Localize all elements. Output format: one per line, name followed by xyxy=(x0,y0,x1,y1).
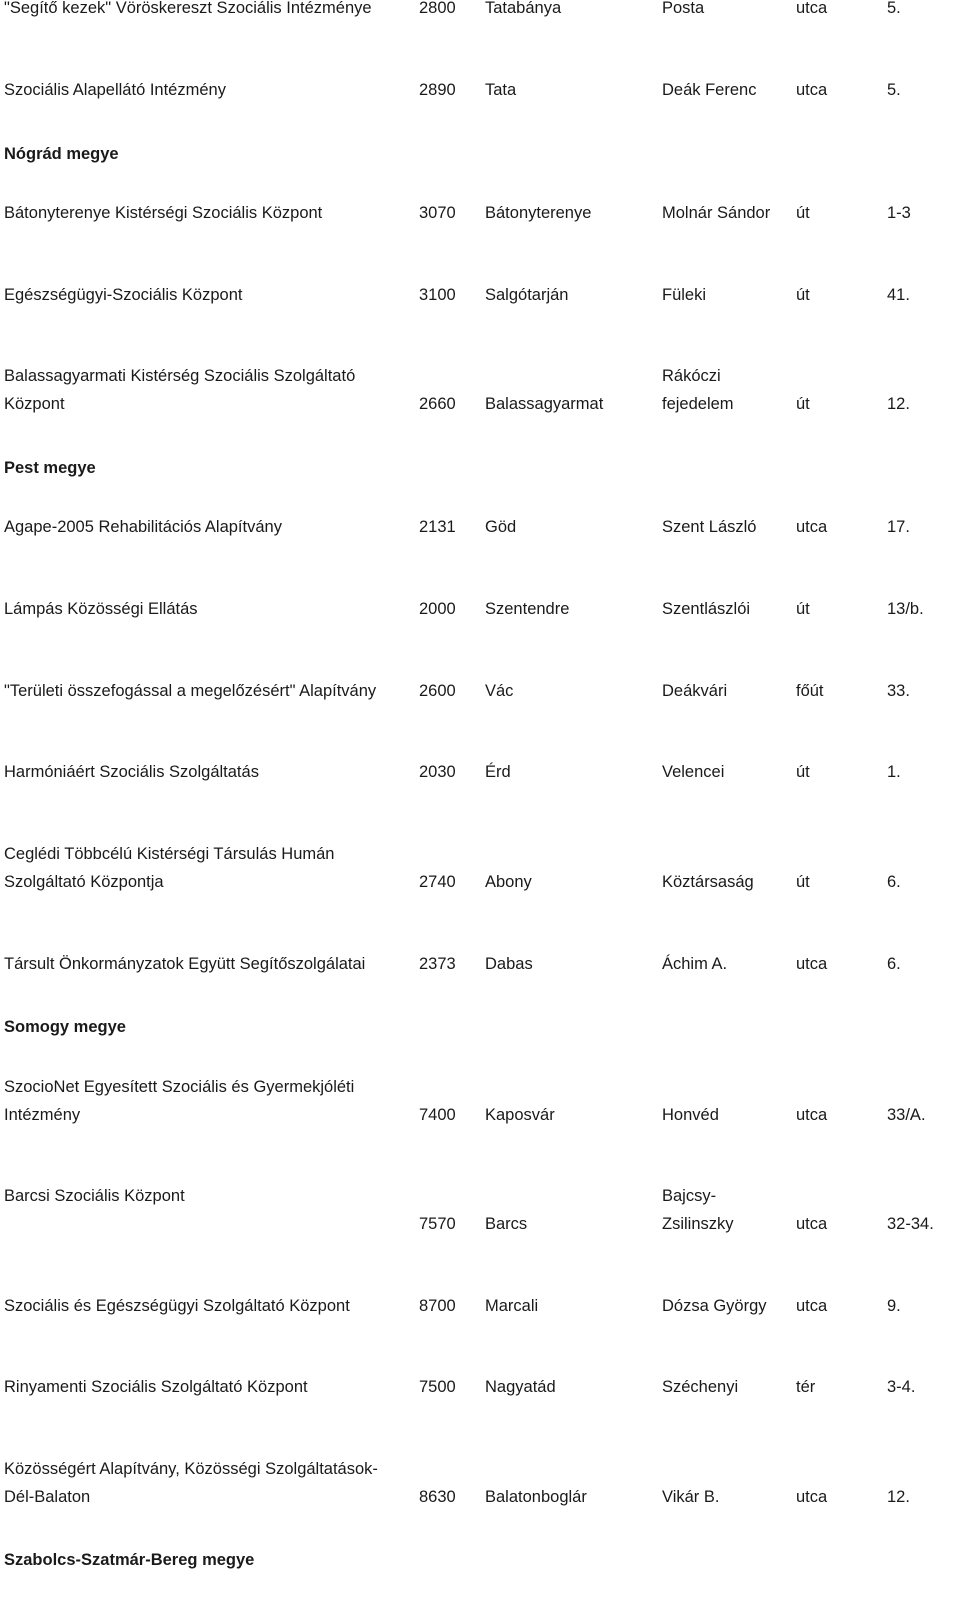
street-name-line: Szent László xyxy=(662,518,757,536)
institution-name xyxy=(4,76,414,104)
street-name-line: Deákvári xyxy=(662,682,728,700)
street-type: főút xyxy=(796,682,824,700)
city-name: Göd xyxy=(485,518,517,536)
postal-code: 2000 xyxy=(419,600,456,618)
institution-name-line: Szociális Alapellátó Intézmény xyxy=(4,81,226,99)
house-number: 1. xyxy=(887,763,901,781)
street-type: utca xyxy=(796,0,828,17)
county-heading: Szabolcs-Szatmár-Bereg megye xyxy=(4,1551,255,1569)
house-number: 5. xyxy=(887,81,901,99)
institution-name-line: "Segítő kezek" Vöröskereszt Szociális Intézménye xyxy=(4,0,372,17)
postal-code: 7500 xyxy=(419,1378,456,1396)
city-name: Dabas xyxy=(485,955,533,973)
institution-name xyxy=(4,1373,414,1401)
street-name xyxy=(662,1182,734,1238)
street-name xyxy=(662,0,704,22)
house-number: 6. xyxy=(887,873,901,891)
street-name-line: Honvéd xyxy=(662,1106,719,1124)
city-name: Barcs xyxy=(485,1215,528,1233)
city-name: Salgótarján xyxy=(485,286,569,304)
institution-name-line: Lámpás Közösségi Ellátás xyxy=(4,600,198,618)
street-name-line: Széchenyi xyxy=(662,1378,739,1396)
institution-name-line: SzocioNet Egyesített Szociális és Gyermekjóléti xyxy=(4,1078,355,1096)
street-name xyxy=(662,1483,719,1511)
institution-name-line: Egészségügyi-Szociális Központ xyxy=(4,286,243,304)
city-name: Tata xyxy=(485,81,517,99)
house-number: 5. xyxy=(887,0,901,17)
house-number: 32-34. xyxy=(887,1215,934,1233)
house-number: 1-3 xyxy=(887,204,911,222)
street-name-line: Bajcsy- xyxy=(662,1187,717,1205)
institution-name-line: Központ xyxy=(4,395,65,413)
street-type: út xyxy=(796,395,810,413)
house-number: 33/A. xyxy=(887,1106,926,1124)
street-name-line: Füleki xyxy=(662,286,707,304)
house-number: 9. xyxy=(887,1297,901,1315)
institution-name xyxy=(4,1182,414,1210)
institution-name xyxy=(4,677,414,705)
street-name-line: Dózsa György xyxy=(662,1297,767,1315)
street-type: út xyxy=(796,204,810,222)
institution-name-line: Társult Önkormányzatok Együtt Segítőszolgálatai xyxy=(4,955,366,973)
house-number: 12. xyxy=(887,1488,910,1506)
postal-code: 2740 xyxy=(419,873,456,891)
city-name: Marcali xyxy=(485,1297,539,1315)
house-number: 17. xyxy=(887,518,910,536)
institution-name xyxy=(4,758,414,786)
postal-code: 2800 xyxy=(419,0,456,17)
postal-code: 2660 xyxy=(419,395,456,413)
street-name xyxy=(662,76,756,104)
institution-name xyxy=(4,1292,414,1320)
institution-name xyxy=(4,281,414,309)
postal-code: 2373 xyxy=(419,955,456,973)
street-name xyxy=(662,362,734,418)
city-name: Szentendre xyxy=(485,600,570,618)
postal-code: 8630 xyxy=(419,1488,456,1506)
institution-name-line: Közösségért Alapítvány, Közösségi Szolgáltatások- xyxy=(4,1460,378,1478)
street-name-line: Zsilinszky xyxy=(662,1215,734,1233)
street-name xyxy=(662,1373,738,1401)
house-number: 6. xyxy=(887,955,901,973)
institution-name xyxy=(4,595,414,623)
street-type: út xyxy=(796,600,810,618)
institution-name xyxy=(4,0,414,22)
street-name-line: Rákóczi xyxy=(662,367,721,385)
institution-name xyxy=(4,1455,414,1511)
street-type: utca xyxy=(796,1488,828,1506)
county-heading: Somogy megye xyxy=(4,1018,126,1036)
street-type: tér xyxy=(796,1378,816,1396)
city-name: Kaposvár xyxy=(485,1106,555,1124)
institution-name xyxy=(4,840,414,896)
street-name xyxy=(662,1292,767,1320)
institution-name xyxy=(4,362,414,418)
postal-code: 3100 xyxy=(419,286,456,304)
street-type: utca xyxy=(796,81,828,99)
house-number: 13/b. xyxy=(887,600,924,618)
street-name xyxy=(662,595,750,623)
street-name xyxy=(662,758,724,786)
house-number: 33. xyxy=(887,682,910,700)
institution-name-line: Agape-2005 Rehabilitációs Alapítvány xyxy=(4,518,282,536)
city-name: Nagyatád xyxy=(485,1378,556,1396)
street-name xyxy=(662,868,754,896)
house-number: 41. xyxy=(887,286,910,304)
institution-name-line: Rinyamenti Szociális Szolgáltató Központ xyxy=(4,1378,308,1396)
street-type: út xyxy=(796,763,810,781)
street-name xyxy=(662,199,770,227)
institution-name-line: Dél-Balaton xyxy=(4,1488,91,1506)
institution-name-line: Szolgáltató Központja xyxy=(4,873,164,891)
street-name-line: Köztársaság xyxy=(662,873,754,891)
city-name: Vác xyxy=(485,682,514,700)
postal-code: 8700 xyxy=(419,1297,456,1315)
street-type: út xyxy=(796,286,810,304)
institution-name-line: "Területi összefogással a megelőzésért" Alapítvány xyxy=(4,682,377,700)
institution-name-line: Harmóniáért Szociális Szolgáltatás xyxy=(4,763,259,781)
city-name: Érd xyxy=(485,763,511,781)
street-name xyxy=(662,677,727,705)
street-name xyxy=(662,950,727,978)
street-name-line: Áchim A. xyxy=(662,955,728,973)
institution-name-line: Ceglédi Többcélú Kistérségi Társulás Humán xyxy=(4,845,335,863)
street-name-line: Vikár B. xyxy=(662,1488,720,1506)
street-name-line: Velencei xyxy=(662,763,725,781)
institution-name-line: Szociális és Egészségügyi Szolgáltató Központ xyxy=(4,1297,350,1315)
city-name: Tatabánya xyxy=(485,0,562,17)
street-type: utca xyxy=(796,955,828,973)
postal-code: 7570 xyxy=(419,1215,456,1233)
institution-name-line: Bátonyterenye Kistérségi Szociális Központ xyxy=(4,204,323,222)
house-number: 12. xyxy=(887,395,910,413)
institution-name xyxy=(4,950,414,978)
street-name-line: fejedelem xyxy=(662,395,734,413)
street-name-line: Szentlászlói xyxy=(662,600,751,618)
street-name-line: Molnár Sándor xyxy=(662,204,771,222)
institution-name-line: Barcsi Szociális Központ xyxy=(4,1187,185,1205)
street-type: utca xyxy=(796,1215,828,1233)
street-name xyxy=(662,281,706,309)
street-name xyxy=(662,1101,719,1129)
postal-code: 2131 xyxy=(419,518,456,536)
postal-code: 2600 xyxy=(419,682,456,700)
postal-code: 7400 xyxy=(419,1106,456,1124)
city-name: Balatonboglár xyxy=(485,1488,587,1506)
city-name: Bátonyterenye xyxy=(485,204,592,222)
street-type: utca xyxy=(796,518,828,536)
county-heading: Pest megye xyxy=(4,459,96,477)
city-name: Balassagyarmat xyxy=(485,395,604,413)
street-type: út xyxy=(796,873,810,891)
institution-name-line: Intézmény xyxy=(4,1106,81,1124)
institution-name xyxy=(4,199,414,227)
street-type: utca xyxy=(796,1297,828,1315)
house-number: 3-4. xyxy=(887,1378,916,1396)
county-heading: Nógrád megye xyxy=(4,145,119,163)
street-name-line: Deák Ferenc xyxy=(662,81,757,99)
institution-name xyxy=(4,1073,414,1129)
institution-name-line: Balassagyarmati Kistérség Szociális Szolgáltató xyxy=(4,367,356,385)
city-name: Abony xyxy=(485,873,532,891)
street-type: utca xyxy=(796,1106,828,1124)
street-name-line: Posta xyxy=(662,0,705,17)
postal-code: 2890 xyxy=(419,81,456,99)
institution-name xyxy=(4,513,414,541)
street-name xyxy=(662,513,756,541)
postal-code: 2030 xyxy=(419,763,456,781)
postal-code: 3070 xyxy=(419,204,456,222)
